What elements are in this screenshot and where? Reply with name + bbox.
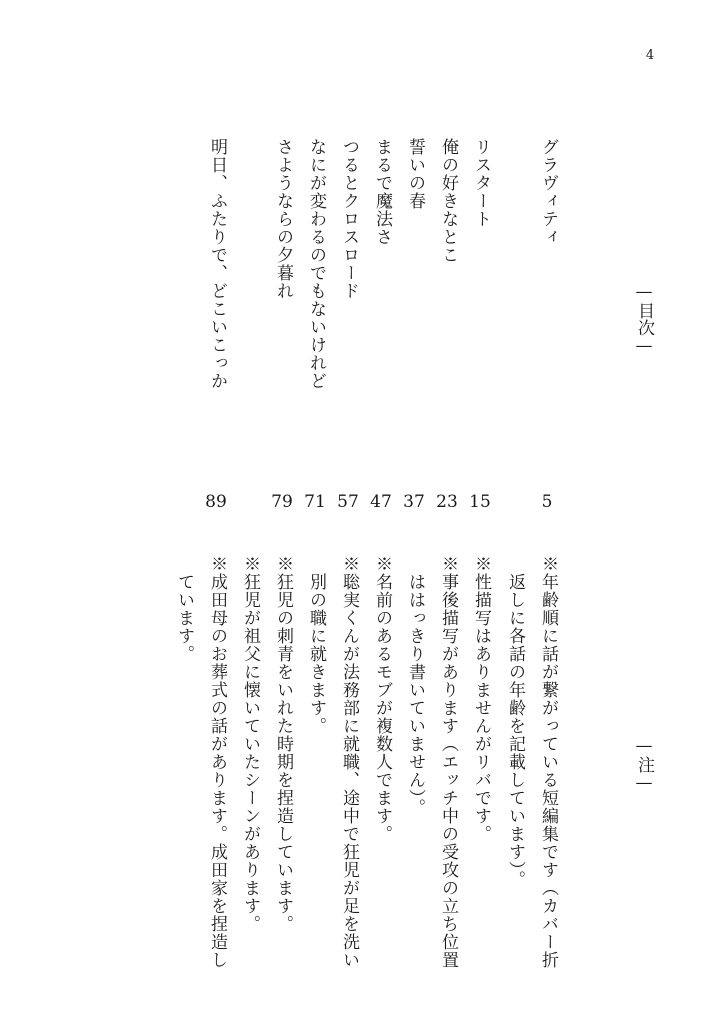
toc-entry-title: つるとクロスロード bbox=[339, 138, 359, 300]
toc-entry-title: リスタート bbox=[471, 138, 491, 228]
note-line: ははっきり書いていません）。 bbox=[405, 555, 425, 817]
note-line: 別の職に就きます。 bbox=[306, 555, 326, 735]
note-line: ※聡実くんが法務部に就職、途中で狂児が足を洗い bbox=[339, 555, 359, 969]
toc-entry-title: グラヴィティ bbox=[538, 138, 558, 246]
toc-entry-page: 79 bbox=[271, 492, 293, 512]
notes-heading: —注— bbox=[634, 736, 654, 793]
toc-entry-page: 23 bbox=[436, 492, 458, 512]
page-number: 4 bbox=[645, 48, 655, 63]
note-line: ※狂児の刺青をいれた時期を捏造しています。 bbox=[273, 555, 293, 933]
toc-entry-title: 明日、ふたりで、どこいこっか bbox=[207, 138, 227, 390]
toc-entry-page: 37 bbox=[403, 492, 425, 512]
note-line: ※性描写はありませんがリバです。 bbox=[471, 555, 491, 843]
toc-entry-page: 47 bbox=[370, 492, 392, 512]
toc-entry-title: まるで魔法さ bbox=[372, 138, 392, 246]
toc-entry-page: 57 bbox=[337, 492, 359, 512]
toc-heading: —目次— bbox=[634, 282, 654, 356]
toc-entry-page: 71 bbox=[304, 492, 326, 512]
toc-entry-page: 15 bbox=[469, 492, 491, 512]
toc-entry-title: 俺の好きなとこ bbox=[438, 138, 458, 264]
toc-entry-page: 89 bbox=[205, 492, 227, 512]
note-line: 返しに各話の年齢を記載しています）。 bbox=[505, 555, 525, 889]
note-line: ※年齢順に話が繋がっている短編集です（カバー折 bbox=[538, 555, 558, 969]
note-line: ※成田母のお葬式の話があります。成田家を捏造し bbox=[207, 555, 227, 969]
note-line: ※狂児が祖父に懐いていたシーンがあります。 bbox=[240, 555, 260, 933]
note-line: ※事後描写があります（エッチ中の受攻の立ち位置 bbox=[438, 555, 458, 969]
toc-entry-title: 誓いの春 bbox=[405, 138, 425, 210]
note-line: ※名前のあるモブが複数人でます。 bbox=[372, 555, 392, 843]
note-line: ています。 bbox=[174, 555, 194, 663]
toc-entry-title: なにが変わるのでもないけれど bbox=[306, 138, 326, 390]
toc-entry-page: 5 bbox=[541, 492, 553, 512]
toc-entry-title: さようならの夕暮れ bbox=[273, 138, 293, 300]
